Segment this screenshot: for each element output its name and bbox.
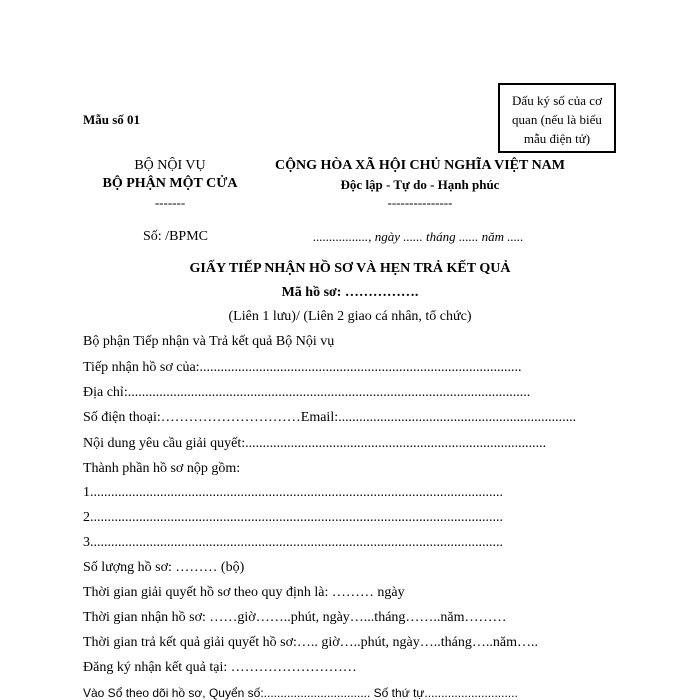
file-code: Mã hồ sơ: ……………. — [281, 285, 419, 300]
country-name: CỘNG HÒA XÃ HỘI CHỦ NGHĨA VIỆT NAM — [274, 158, 565, 173]
date-line: ................., ngày ...... tháng ...... năm ..... — [313, 229, 524, 244]
ministry-name: BỘ NỘI VỤ — [134, 158, 206, 173]
phone-email-line: Số điện thoại:…………………………Email:.................................................................... — [83, 410, 577, 425]
documents-heading: Thành phần hồ sơ nộp gồm: — [83, 461, 241, 476]
department-name: BỘ PHẬN MỘT CỬA — [102, 176, 238, 191]
national-motto: Độc lập - Tự do - Hạnh phúc — [340, 177, 500, 192]
address-line: Địa chỉ:................................................................................................................... — [83, 385, 531, 400]
stamp-line-3: mẫu điện tử) — [523, 131, 591, 146]
register-line: Vào Sổ theo dõi hồ sơ, Quyển số:................................ Số thứ tự............................ — [83, 686, 518, 700]
document-item-2: 2...................................................................................................................... — [83, 510, 503, 525]
left-divider: ------- — [154, 195, 186, 210]
digital-signature-box — [498, 83, 616, 153]
receiving-department: Bộ phận Tiếp nhận và Trả kết quả Bộ Nội vụ — [83, 334, 335, 349]
receive-time-line: Thời gian nhận hồ sơ: ……giờ……..phút, ngày…...tháng……..năm……… — [83, 610, 507, 625]
form-number: Mẫu số 01 — [83, 112, 141, 127]
request-content-line: Nội dung yêu cầu giải quyết:...................................................................................... — [83, 436, 547, 451]
copies-note: (Liên 1 lưu)/ (Liên 2 giao cá nhân, tổ chức) — [228, 309, 472, 324]
stamp-line-1: Dấu ký số của cơ — [512, 93, 602, 108]
file-count-line: Số lượng hồ sơ: ……… (bộ) — [83, 560, 245, 575]
right-divider: --------------- — [387, 195, 453, 210]
document-number: Số: /BPMC — [143, 229, 208, 244]
stamp-line-2: quan (nếu là biểu — [512, 112, 602, 127]
document-title: GIẤY TIẾP NHẬN HỒ SƠ VÀ HẸN TRẢ KẾT QUẢ — [189, 261, 511, 276]
document-item-1: 1...................................................................................................................... — [83, 485, 503, 500]
processing-time-line: Thời gian giải quyết hồ sơ theo quy định là: ……… ngày — [83, 585, 405, 600]
applicant-line: Tiếp nhận hồ sơ của:............................................................................................ — [83, 360, 522, 375]
result-location-line: Đăng ký nhận kết quả tại: ……………………… — [83, 660, 357, 675]
return-time-line: Thời gian trả kết quả giải quyết hồ sơ:….. giờ…..phút, ngày…..tháng…..năm….. — [83, 635, 538, 650]
document-item-3: 3...................................................................................................................... — [83, 535, 503, 550]
